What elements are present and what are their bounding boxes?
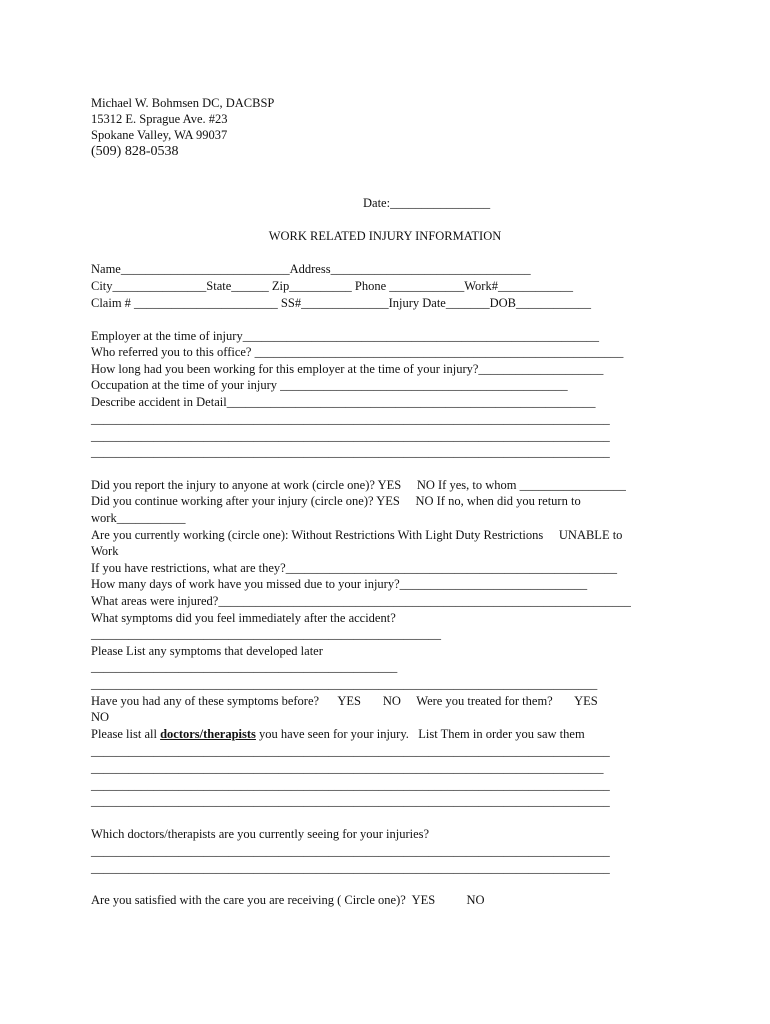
doctor-line[interactable]: ___________________________________________________________________________________ (91, 744, 610, 758)
doctors-prefix: Please list all (91, 727, 161, 741)
doctors-suffix: you have seen for your injury. List Them in order you saw them (255, 727, 585, 741)
no-option[interactable]: NO (91, 710, 110, 724)
work-word: Work (91, 544, 119, 558)
occupation-field[interactable]: Occupation at the time of your injury ______________________________________________ (91, 378, 568, 392)
name-address-field[interactable]: Name___________________________Address________________________________ (91, 262, 531, 276)
areas-injured-field[interactable]: What areas were injured?__________________________________________________________________ (91, 594, 631, 608)
form-title: WORK RELATED INJURY INFORMATION (268, 229, 502, 243)
claim-ss-dob-field[interactable]: Claim # _______________________ SS#______________Injury Date_______DOB____________ (91, 296, 591, 310)
doctor-line[interactable]: ___________________________________________________________________________________ (91, 778, 610, 792)
employer-field[interactable]: Employer at the time of injury_________________________________________________________ (91, 329, 599, 343)
current-doctors-question: Which doctors/therapists are you currently seeing for your injuries? (91, 827, 430, 841)
later-symptoms-question: Please List any symptoms that developed later (91, 644, 323, 658)
doctors-instruction (91, 726, 585, 742)
return-work-field[interactable]: work___________ (91, 511, 186, 525)
currently-working-question[interactable]: Are you currently working (circle one): Without Restrictions With Light Duty Restrictions UNABLE to (91, 528, 623, 542)
immediate-symptoms-question: What symptoms did you feel immediately after the accident? (91, 611, 396, 625)
symptoms-before-question[interactable]: Have you had any of these symptoms before? YES NO Were you treated for them? YES (91, 694, 598, 708)
provider-city: Spokane Valley, WA 99037 (91, 128, 228, 142)
describe-accident-field[interactable]: Describe accident in Detail___________________________________________________________ (91, 395, 596, 409)
later-symptoms-line[interactable]: _________________________________________________________________________________ (91, 677, 598, 691)
city-state-zip-field[interactable]: City_______________State______ Zip__________ Phone ____________Work#____________ (91, 279, 573, 293)
describe-line[interactable]: ___________________________________________________________________________________ (91, 429, 610, 443)
restrictions-field[interactable]: If you have restrictions, what are they?_____________________________________________________ (91, 561, 617, 575)
provider-phone: (509) 828-0538 (91, 144, 179, 159)
provider-street: 15312 E. Sprague Ave. #23 (91, 112, 228, 126)
current-doctor-line[interactable]: ___________________________________________________________________________________ (91, 844, 610, 858)
continue-question[interactable]: Did you continue working after your injury (circle one)? YES NO If no, when did you return to (91, 494, 581, 508)
report-question[interactable]: Did you report the injury to anyone at work (circle one)? YES NO If yes, to whom _________________ (91, 478, 626, 492)
describe-line[interactable]: ___________________________________________________________________________________ (91, 412, 610, 426)
date-field[interactable]: Date:________________ (363, 196, 491, 210)
describe-line[interactable]: ___________________________________________________________________________________ (91, 445, 610, 459)
doctor-line[interactable]: __________________________________________________________________________________ (91, 761, 604, 775)
days-missed-field[interactable]: How many days of work have you missed due to your injury?______________________________ (91, 577, 588, 591)
satisfied-question[interactable]: Are you satisfied with the care you are receiving ( Circle one)? YES NO (91, 893, 485, 907)
doctor-line[interactable]: ___________________________________________________________________________________ (91, 794, 610, 808)
provider-name: Michael W. Bohmsen DC, DACBSP (91, 96, 275, 110)
immediate-symptoms-line[interactable]: ________________________________________________________ (91, 627, 441, 641)
how-long-field[interactable]: How long had you been working for this employer at the time of your injury?____________________ (91, 362, 604, 376)
referred-field[interactable]: Who referred you to this office? ___________________________________________________________ (91, 345, 624, 359)
later-symptoms-line[interactable]: _________________________________________________ (91, 660, 398, 674)
current-doctor-line[interactable]: ___________________________________________________________________________________ (91, 861, 610, 875)
doctors-bold-label: doctors/therapists (160, 727, 256, 741)
